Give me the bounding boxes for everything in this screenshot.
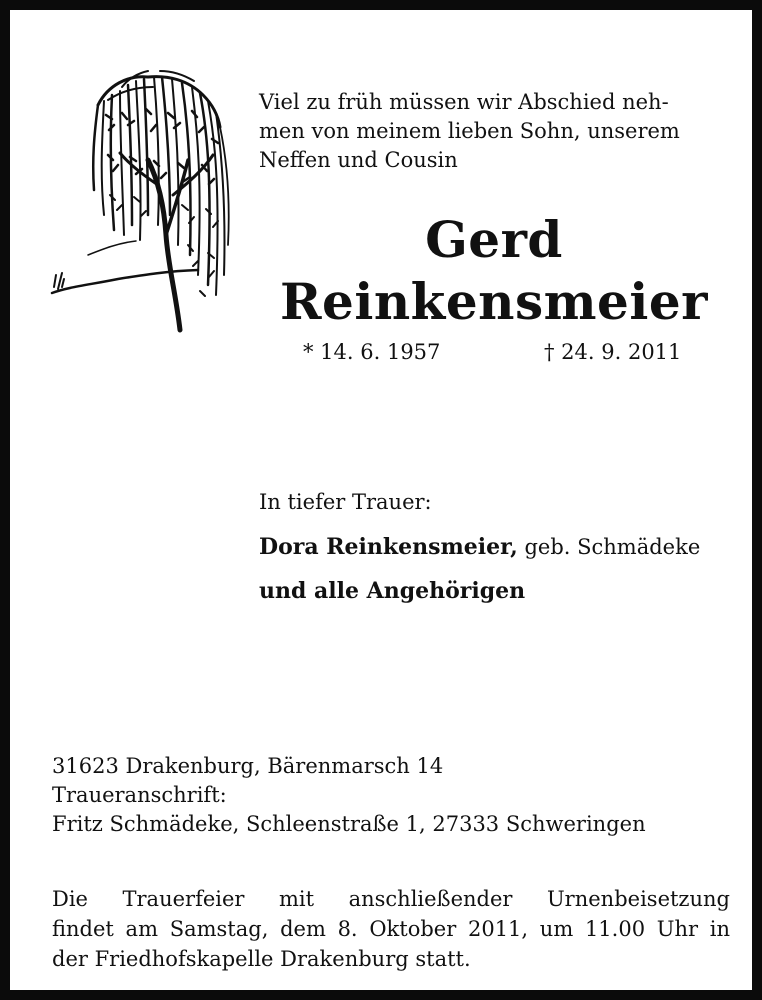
primary-mourner-name: Dora Reinkensmeier,: [259, 534, 518, 560]
service-notice: [52, 884, 730, 974]
address-line: Traueranschrift:: [52, 783, 227, 807]
other-mourners: und alle Angehörigen: [259, 578, 526, 604]
service-line: findet am Samstag, dem 8. Oktober 2011, um 11.00 Uhr in: [52, 917, 730, 941]
intro-text: [259, 88, 729, 175]
intro-line: Viel zu früh müssen wir Abschied neh-: [259, 90, 669, 114]
intro-line: Neffen und Cousin: [259, 148, 458, 172]
address-line: 31623 Drakenburg, Bärenmarsch 14: [52, 754, 444, 778]
address-line: Fritz Schmädeke, Schleenstraße 1, 27333 Schweringen: [52, 812, 646, 836]
birth-date: * 14. 6. 1957: [303, 340, 441, 364]
intro-line: men von meinem lieben Sohn, unserem: [259, 119, 680, 143]
death-date: † 24. 9. 2011: [544, 340, 682, 364]
willow-tree-icon: [48, 65, 238, 340]
service-line: Die Trauerfeier mit anschließender Urnenbeisetzung: [52, 887, 730, 911]
address-block: [52, 752, 646, 839]
service-line: der Friedhofskapelle Drakenburg statt.: [52, 947, 471, 971]
mourning-intro: In tiefer Trauer:: [259, 490, 432, 514]
primary-mourner-note: geb. Schmädeke: [517, 535, 701, 559]
deceased-last-name: Reinkensmeier: [279, 272, 709, 331]
deceased-first-name: Gerd: [425, 210, 563, 269]
primary-mourner: [259, 534, 700, 560]
